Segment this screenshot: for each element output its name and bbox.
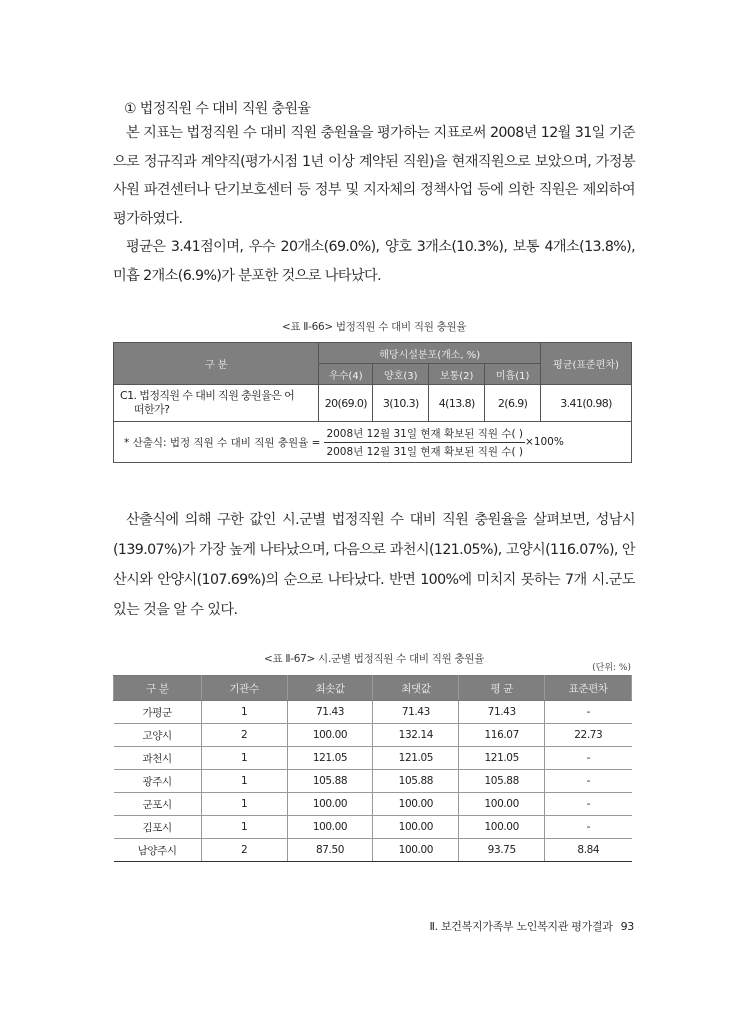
table-row xyxy=(114,839,632,862)
formula-denominator: 2008년 12월 31일 현재 확보된 직원 수( ) xyxy=(326,445,524,458)
table66-header-distribution: 해당시설분포(개소, %) xyxy=(319,343,541,364)
analysis-paragraph: 산출식에 의해 구한 값인 시․군별 법정직원 수 대비 직원 충원율을 살펴보면, 성남시(139.07%)가 가장 높게 나타났으며, 다음으로 과천시(121.05%), 고양시(116.07%), 안산시와 안양시(107.69%)의 순으로 나타났다. 반면 100%에 미치지 못하는 7개 시․군도 있는 것을 알 수 있다. xyxy=(113,512,635,618)
intro-paragraph: 본 지표는 법정직원 수 대비 직원 충원율을 평가하는 지표로써 2008년 12월 31일 기준으로 정규직과 계약직(평가시점 1년 이상 계약된 직원)을 현재직원으로 보았으며, 가정봉사원 파견센터나 단기보호센터 등 정부 및 지자체의 정책사업 등에 의한 직원은 제외하여 평가하였다. xyxy=(113,125,635,227)
table-row xyxy=(114,747,632,770)
formula-multiplier: ×100% xyxy=(525,436,564,448)
formula-label: * 산출식: 법정 직원 수 대비 직원 충원율 = xyxy=(124,436,321,449)
t67-header-region: 구 분 xyxy=(114,676,202,701)
max-cell: 100.00 xyxy=(373,839,459,862)
max-cell: 100.00 xyxy=(373,816,459,839)
value-excellent: 20(69.0) xyxy=(319,385,373,422)
max-cell: 100.00 xyxy=(373,793,459,816)
count-cell: 2 xyxy=(201,724,287,747)
sd-cell: 8.84 xyxy=(545,839,632,862)
table66-caption: <표 Ⅱ-66> 법정직원 수 대비 직원 충원율 xyxy=(281,321,467,333)
grade-fair: 보통(2) xyxy=(429,364,485,385)
summary-paragraph: 평균은 3.41점이며, 우수 20개소(69.0%), 양호 3개소(10.3%), 보통 4개소(13.8%), 미흡 2개소(6.9%)가 분포한 것으로 나타났다. xyxy=(113,239,635,284)
region-cell: 광주시 xyxy=(114,770,202,793)
t67-header-count: 기관수 xyxy=(201,676,287,701)
grade-good: 양호(3) xyxy=(373,364,429,385)
sd-cell: - xyxy=(545,770,632,793)
sd-cell: - xyxy=(545,816,632,839)
min-cell: 100.00 xyxy=(287,724,373,747)
table-row xyxy=(114,701,632,724)
table67-unit: (단위: %) xyxy=(592,663,631,673)
min-cell: 100.00 xyxy=(287,816,373,839)
count-cell: 1 xyxy=(201,770,287,793)
count-cell: 2 xyxy=(201,839,287,862)
grade-excellent: 우수(4) xyxy=(319,364,373,385)
formula-fraction xyxy=(324,426,525,459)
t67-header-sd: 표준편차 xyxy=(545,676,632,701)
region-cell: 고양시 xyxy=(114,724,202,747)
count-cell: 1 xyxy=(201,701,287,724)
question-line1: 법정직원 수 대비 직원 충원율은 어 xyxy=(139,389,295,402)
question-code: C1. xyxy=(120,389,137,402)
table-66 xyxy=(113,342,632,463)
mean-cell: 100.00 xyxy=(459,793,545,816)
section-heading: ① 법정직원 수 대비 직원 충원율 xyxy=(124,101,311,117)
mean-cell: 71.43 xyxy=(459,701,545,724)
sd-cell: - xyxy=(545,747,632,770)
value-fair: 4(13.8) xyxy=(429,385,485,422)
grade-poor: 미흡(1) xyxy=(485,364,541,385)
mean-cell: 121.05 xyxy=(459,747,545,770)
formula-cell xyxy=(114,422,632,463)
value-good: 3(10.3) xyxy=(373,385,429,422)
table-row xyxy=(114,770,632,793)
count-cell: 1 xyxy=(201,816,287,839)
count-cell: 1 xyxy=(201,747,287,770)
max-cell: 105.88 xyxy=(373,770,459,793)
question-line2: 떠한가? xyxy=(134,403,170,416)
mean-cell: 116.07 xyxy=(459,724,545,747)
mean-cell: 93.75 xyxy=(459,839,545,862)
max-cell: 71.43 xyxy=(373,701,459,724)
mean-cell: 100.00 xyxy=(459,816,545,839)
mean-cell: 105.88 xyxy=(459,770,545,793)
min-cell: 71.43 xyxy=(287,701,373,724)
min-cell: 100.00 xyxy=(287,793,373,816)
table67-caption: <표 Ⅱ-67> 시․군별 법정직원 수 대비 직원 충원율 xyxy=(263,653,485,665)
value-poor: 2(6.9) xyxy=(485,385,541,422)
region-cell: 군포시 xyxy=(114,793,202,816)
max-cell: 132.14 xyxy=(373,724,459,747)
table66-header-average: 평균(표준편차) xyxy=(541,343,632,385)
page-number: 93 xyxy=(620,920,634,933)
table66-question xyxy=(114,385,319,422)
t67-header-min: 최솟값 xyxy=(287,676,373,701)
t67-header-max: 최댓값 xyxy=(373,676,459,701)
sd-cell: - xyxy=(545,701,632,724)
sd-cell: - xyxy=(545,793,632,816)
page-footer xyxy=(429,918,634,934)
min-cell: 87.50 xyxy=(287,839,373,862)
value-average: 3.41(0.98) xyxy=(541,385,632,422)
t67-header-mean: 평 균 xyxy=(459,676,545,701)
count-cell: 1 xyxy=(201,793,287,816)
sd-cell: 22.73 xyxy=(545,724,632,747)
formula-numerator: 2008년 12월 31일 현재 확보된 직원 수( ) xyxy=(324,426,525,443)
footer-section-title: Ⅱ. 보건복지가족부 노인복지관 평가결과 xyxy=(429,920,613,933)
table-row xyxy=(114,816,632,839)
table-row xyxy=(114,793,632,816)
min-cell: 105.88 xyxy=(287,770,373,793)
region-cell: 남양주시 xyxy=(114,839,202,862)
max-cell: 121.05 xyxy=(373,747,459,770)
region-cell: 김포시 xyxy=(114,816,202,839)
min-cell: 121.05 xyxy=(287,747,373,770)
table-row xyxy=(114,724,632,747)
table66-header-item: 구 분 xyxy=(114,343,319,385)
table-67 xyxy=(113,675,632,862)
region-cell: 가평군 xyxy=(114,701,202,724)
region-cell: 과천시 xyxy=(114,747,202,770)
